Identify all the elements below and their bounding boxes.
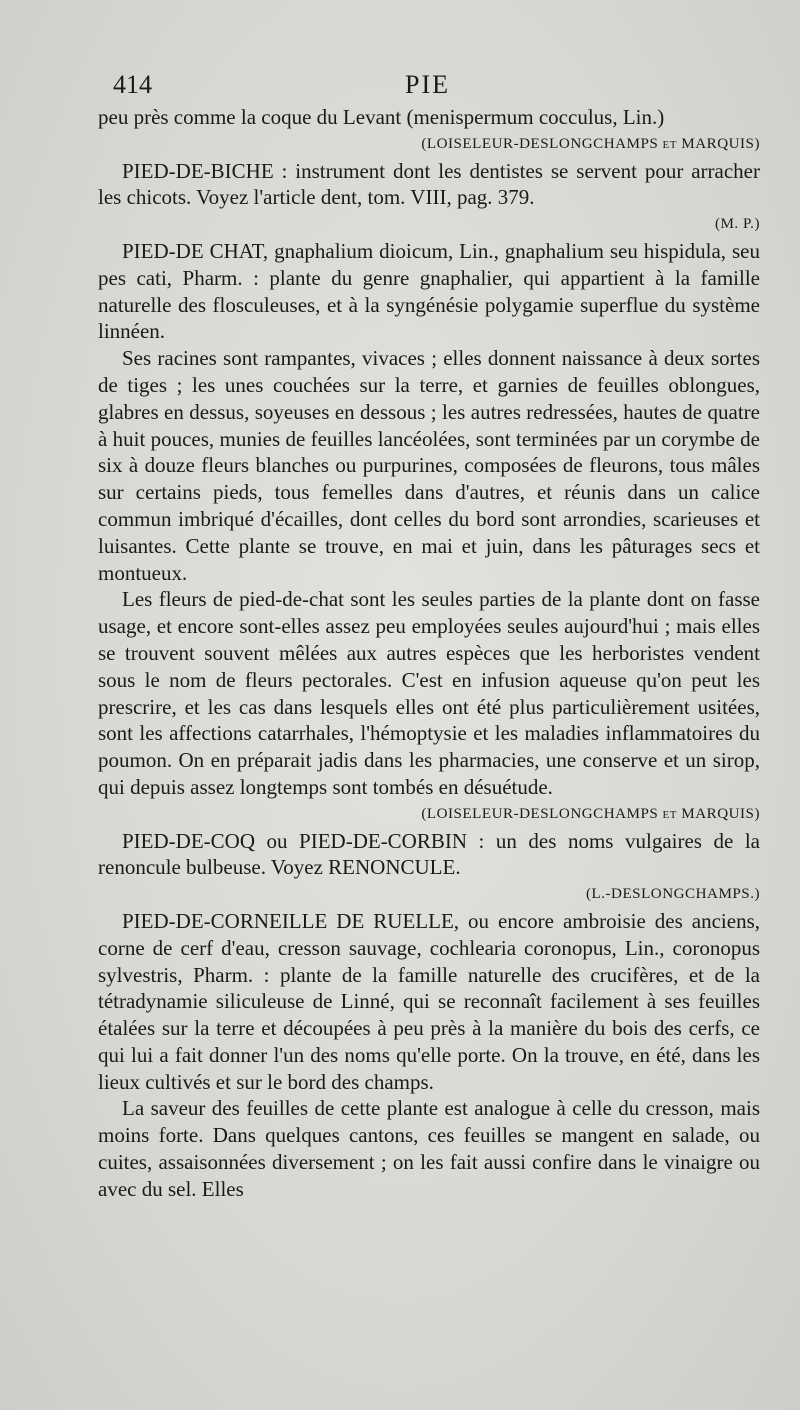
paragraph-description: Ses racines sont rampantes, vivaces ; elles donnent naissance à deux sortes de tiges ; les unes couchées sur la terre, et garnies de feuilles oblongues, glabres en dessus, soyeuses en dessous ; les autres redressées, hautes de quatre à huit pouces, munies de feuilles lancéolées, sont terminées par un corymbe de six à douze fleurs blanches ou purpurines, composées de fleurons, tous mâles sur certains pieds, tous femelles dans d'autres, et réunis dans un calice commun imbriqué d'écailles, dont celles du bord sont arrondies, scarieuses et luisantes. Cette plante se trouve, en mai et juin, dans les pâturages secs et montueux. [98, 346, 760, 585]
entry-pied-de-biche: PIED-DE-BICHE : instrument dont les dentistes se servent pour arracher les chicots. Voyez l'article dent, tom. VIII, pag. 379. [98, 158, 760, 210]
author-signature: (L.-DESLONGCHAMPS.) [585, 886, 760, 903]
page-number: 414 [113, 70, 152, 99]
author-signature: (M. P.) [714, 216, 760, 233]
running-head: PIE [405, 70, 450, 99]
entry-pied-de-chat: PIED-DE CHAT, gnaphalium dioicum, Lin., gnaphalium seu hispidula, seu pes cati, Pharm. : plante du genre gnaphalier, qui appartient à la famille naturelle des flosculeuses, et à la syngénésie polygamie superflue du système linnéen. [98, 238, 760, 344]
author-signature: (LOISELEUR-DESLONGCHAMPS et MARQUIS) [421, 135, 760, 152]
entry-pied-de-coq: PIED-DE-COQ ou PIED-DE-CORBIN : un des noms vulgaires de la renoncule bulbeuse. Voyez RENONCULE. [98, 828, 760, 880]
body-text [98, 104, 760, 1203]
entry-pied-de-corneille: PIED-DE-CORNEILLE DE RUELLE, ou encore ambroisie des anciens, corne de cerf d'eau, cresson sauvage, cochlearia coronopus, Lin., coronopus sylvestris, Pharm. : plante de la famille naturelle des crucifères, et de la tétradynamie siliculeuse de Linné, qui se reconnaît facilement à ses feuilles étalées sur la terre et découpées à peu près à la manière du bois des cerfs, ce qui lui a fait donner l'un des noms qu'elle porte. On la trouve, en été, dans les lieux cultivés et sur le bord des champs. [98, 908, 760, 1094]
paragraph-usage: Les fleurs de pied-de-chat sont les seules parties de la plante dont on fasse usage, et encore sont-elles assez peu employées seules aujourd'hui ; mais elles se trouvent souvent mêlées aux autres espèces que les herboristes vendent sous le nom de fleurs pectorales. C'est en infusion aqueuse qu'on peut les prescrire, et les cas dans lesquels elles ont été plus particulièrement usitées, sont les affections catarrhales, l'hémoptysie et les maladies inflammatoires du poumon. On en préparait jadis dans les pharmacies, une conserve et un sirop, qui depuis assez longtemps sont tombés en désuétude. [98, 587, 760, 799]
page-header [113, 70, 633, 104]
paragraph-saveur: La saveur des feuilles de cette plante est analogue à celle du cresson, mais moins forte. Dans quelques cantons, ces feuilles se mangent en salade, ou cuites, assaisonnées diversement ; on les fait aussi confire dans le vinaigre ou avec du sel. Elles [98, 1096, 760, 1201]
author-signature: (LOISELEUR-DESLONGCHAMPS et MARQUIS) [421, 805, 760, 822]
paragraph-continuation: peu près comme la coque du Levant (menispermum cocculus, Lin.) [98, 105, 665, 129]
